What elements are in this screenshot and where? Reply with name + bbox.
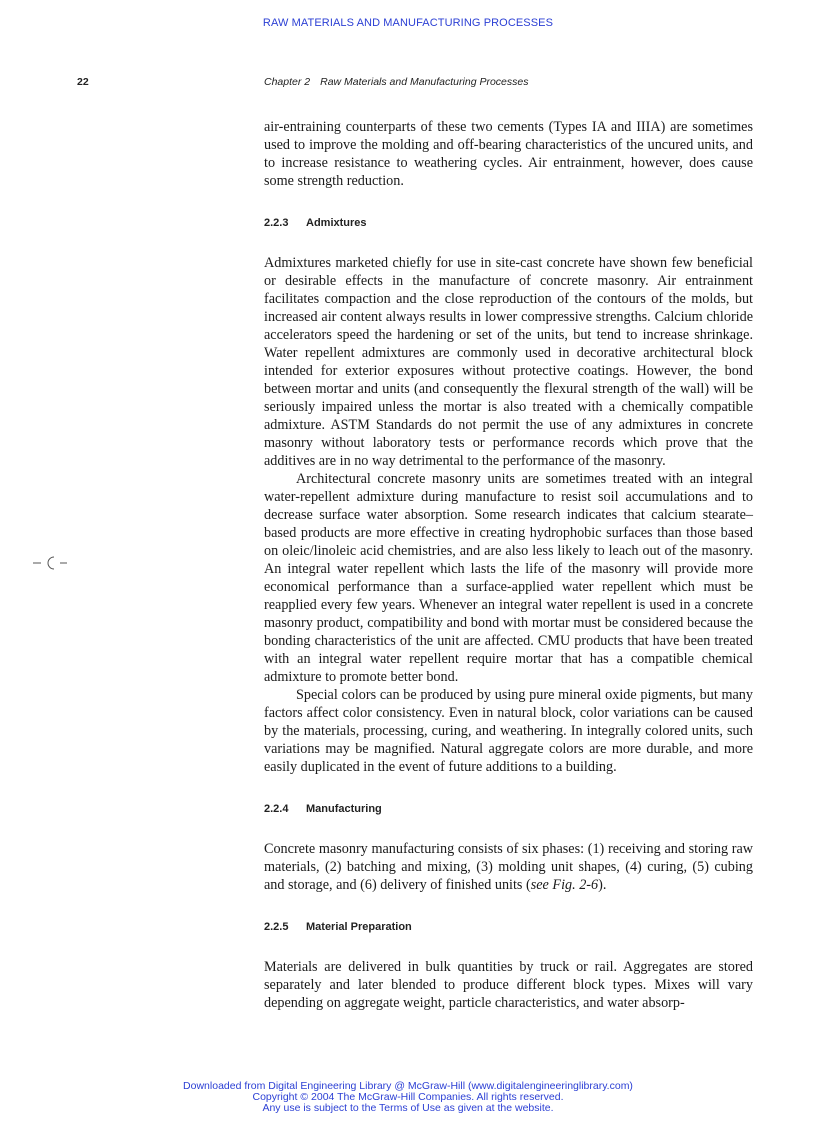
footer xyxy=(0,1081,816,1114)
footer-line: Any use is subject to the Terms of Use as given at the website. xyxy=(262,1102,554,1114)
running-head xyxy=(264,76,528,88)
paragraph: Admixtures marketed chiefly for use in site-cast concrete have shown few beneficial or desirable effects in the manufacture of concrete masonry. Air entrainment facilitates compaction and the close reproduction of the contours of the molds, but increased air content always results in lower compressive strengths. Calcium chloride accelerators speed the hardening or set of the units, but tend to increase shrinkage. Water repellent admixtures are commonly used in decorative architectural block intended for exterior exposures without protective coatings. However, the bond between mortar and units (and consequently the flexural strength of the wall) will be seriously impaired unless the mortar is also treated with a chemically compatible admixture. ASTM Standards do not permit the use of any admixtures in concrete masonry without laboratory tests or performance records which prove that the additives are in no way detrimental to the performance of the masonry. xyxy=(264,255,753,469)
chapter-label: Chapter 2 xyxy=(264,76,311,88)
section-number: 2.2.4 xyxy=(264,803,289,815)
section-title: Material Preparation xyxy=(306,921,412,933)
paragraph-text-end: ). xyxy=(598,877,607,893)
section-heading-material-preparation xyxy=(264,920,753,934)
paragraph: Special colors can be produced by using pure mineral oxide pigments, but many factors affect color consistency. Even in natural block, color variations can be caused by the materials, processing, curing, and weathering. In integrally colored units, such variations may be magnified. Natural aggregate colors are more durable, and more easily duplicated in the event of future additions to a building. xyxy=(264,687,753,775)
paragraph-text: Concrete masonry manufacturing consists of six phases: (1) receiving and storing raw materials, (2) batching and mixing, (3) molding unit shapes, (4) curing, (5) cubing and storage, and (6) delivery of finished units ( xyxy=(264,841,753,893)
paragraph: Materials are delivered in bulk quantities by truck or rail. Aggregates are stored separately and later blended to produce different block types. Mixes will vary depending on aggregate weight, particle characteristics, and water absorp- xyxy=(264,959,753,1011)
section-title: Manufacturing xyxy=(306,803,382,815)
section-number: 2.2.5 xyxy=(264,921,289,933)
paragraph xyxy=(264,840,753,894)
intro-paragraph: air-entraining counterparts of these two cements (Types IA and IIIA) are sometimes used to improve the molding and off-bearing characteristics of the uncured units, and to increase resistance to weathering cycles. Air entrainment, however, does cause some strength reduction. xyxy=(264,119,753,189)
body-column xyxy=(264,118,753,1012)
figure-reference: see Fig. 2-6 xyxy=(530,877,599,893)
paragraph: Architectural concrete masonry units are sometimes treated with an integral water-repellent admixture during manufacture to resist soil accumulations and to decrease surface water absorption. Some research indicates that calcium stearate–based products are more effective in creating hydrophobic surfaces than those based on oleic/linoleic acid chemistries, and are also less likely to leach out of the masonry. An integral water repellent which lasts the life of the masonry will provide more economical performance than a surface-applied water repellent which must be reapplied every few years. Whenever an integral water repellent is used in a concrete masonry product, compatibility and bond with mortar must be considered because the bonding characteristics of the unit are affected. CMU products that have been treated with an integral water repellent require mortar that has a compatible chemical admixture to promote better bond. xyxy=(264,471,753,685)
page-number: 22 xyxy=(77,76,89,88)
top-banner: RAW MATERIALS AND MANUFACTURING PROCESSES xyxy=(262,17,554,29)
section-number: 2.2.3 xyxy=(264,217,289,229)
section-title: Admixtures xyxy=(306,217,367,229)
section-heading-manufacturing xyxy=(264,802,753,816)
section-heading-admixtures xyxy=(264,216,753,230)
footer-line: Downloaded from Digital Engineering Library @ McGraw-Hill (www.digitalengineeringlibrary.com) xyxy=(183,1080,633,1092)
footer-line: Copyright © 2004 The McGraw-Hill Companies. All rights reserved. xyxy=(252,1091,564,1103)
chapter-title: Raw Materials and Manufacturing Processes xyxy=(320,76,529,88)
crop-mark-icon xyxy=(33,548,73,578)
